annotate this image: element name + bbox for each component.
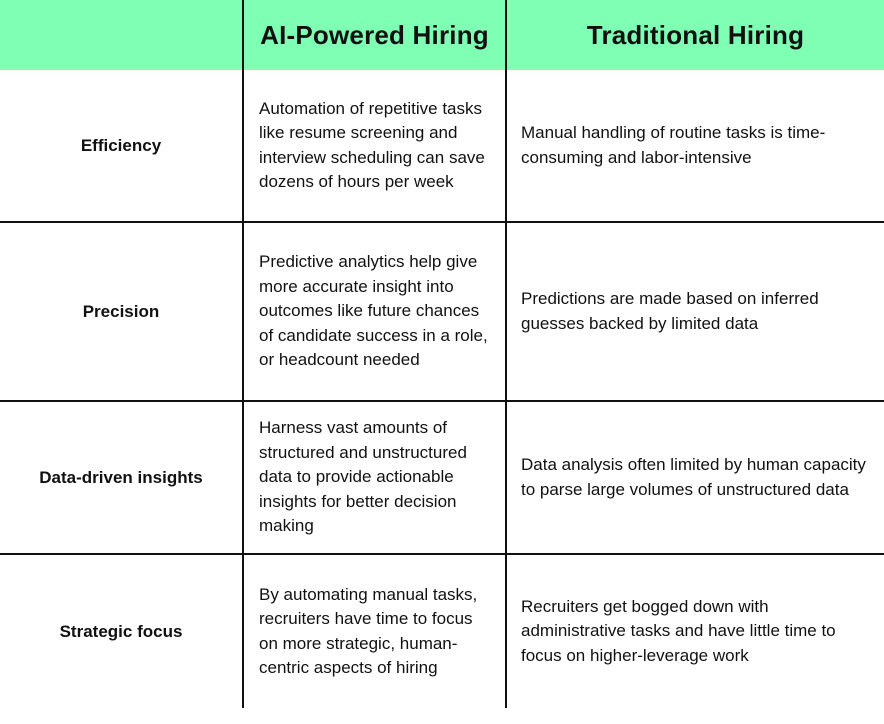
row-label-strategic-focus: Strategic focus — [59, 621, 183, 641]
header-ai-powered-hiring: AI-Powered Hiring — [242, 0, 507, 70]
row-label-precision: Precision — [0, 223, 242, 402]
ai-cell-data-driven-insights: Harness vast amounts of structured and unstructured data to provide actionable insights for better decision making — [242, 402, 507, 555]
header-traditional-hiring: Traditional Hiring — [507, 0, 884, 70]
traditional-cell-precision: Predictions are made based on inferred guesses backed by limited data — [507, 223, 884, 402]
row-label-efficiency: Efficiency — [0, 70, 242, 223]
traditional-cell-efficiency: Manual handling of routine tasks is time-consuming and labor-intensive — [507, 70, 884, 223]
ai-cell-precision: Predictive analytics help give more accurate insight into outcomes like future chances of candidate success in a role, or headcount needed — [242, 223, 507, 402]
header-corner — [0, 0, 242, 70]
ai-cell-efficiency: Automation of repetitive tasks like resume screening and interview scheduling can save dozens of hours per week — [242, 70, 507, 223]
ai-cell-strategic-focus: By automating manual tasks, recruiters have time to focus on more strategic, human-centric aspects of hiring — [242, 555, 507, 708]
traditional-cell-strategic-focus: Recruiters get bogged down with administrative tasks and have little time to focus on higher-leverage work — [521, 596, 836, 665]
row-label-data-driven-insights: Data-driven insights — [0, 402, 242, 555]
traditional-cell-data-driven-insights: Data analysis often limited by human capacity to parse large volumes of unstructured data — [507, 402, 884, 555]
